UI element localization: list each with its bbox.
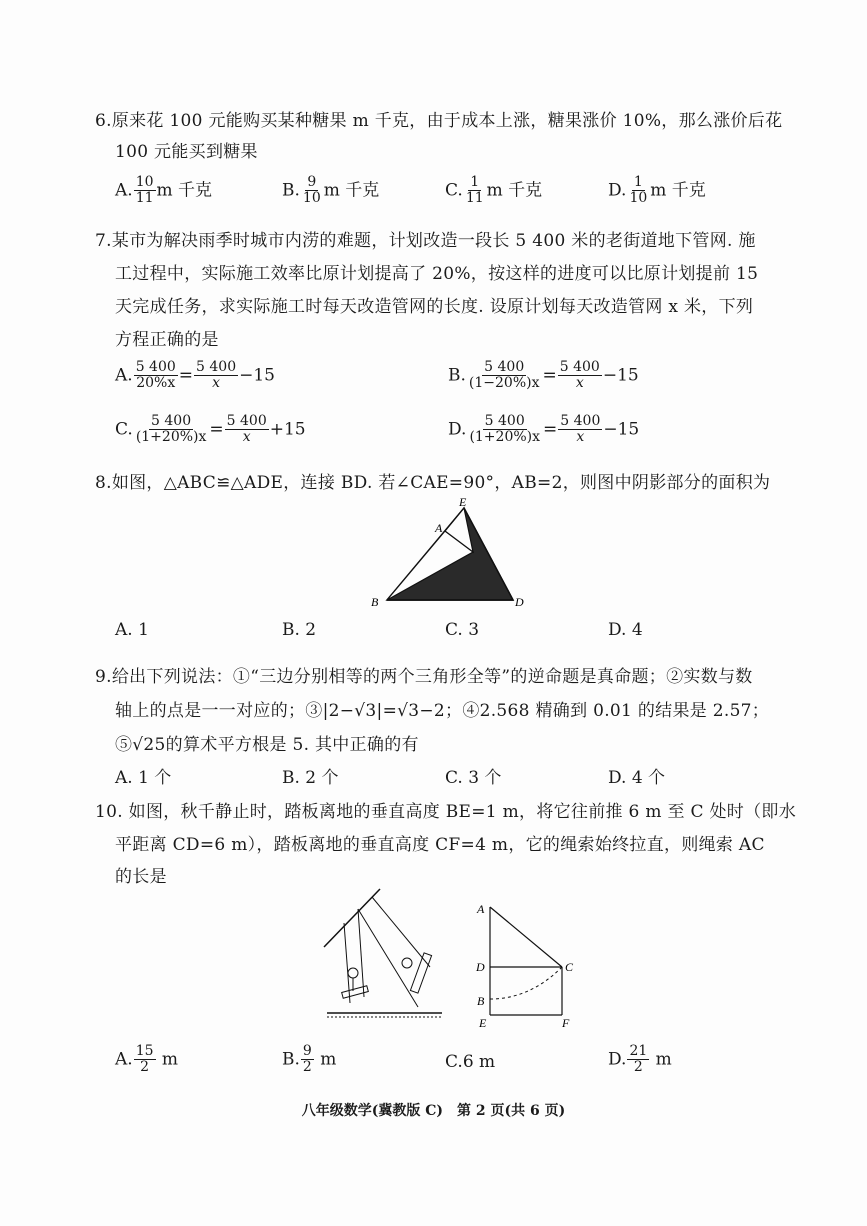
q8-label-e: E <box>459 496 467 509</box>
q8-line1: 8.如图，△ABC≌△ADE，连接 BD. 若∠CAE=90°，AB=2，则图中阴影部分的面积为 <box>95 473 771 493</box>
q8-label-b: B <box>371 595 379 609</box>
q7-option-c: C. $\frac{5 400}{(1+20\%)x}$ = $\frac{5 400}{x}$ +15 <box>115 413 306 446</box>
q10-line1: 10. 如图，秋千静止时，踏板离地的垂直高度 BE=1 m，将它往前推 6 m 至 C 处时（即水 <box>95 802 796 822</box>
q10-label-e: E <box>479 1016 487 1030</box>
q8-option-d: D. 4 <box>608 620 643 640</box>
q7-line4: 方程正确的是 <box>115 330 219 350</box>
q9-line3: ⑤√25的算术平方根是 5. 其中正确的有 <box>115 735 419 755</box>
q10-option-a: A. $\frac{15}{2}$ m <box>115 1043 179 1076</box>
q8-label-d: D <box>515 595 524 609</box>
q6-option-c: C. $\frac{1}{11}$ m 千克 <box>445 174 543 207</box>
q8-option-c: C. 3 <box>445 620 480 640</box>
q10-swing-illustration <box>322 885 447 1025</box>
q8-triangle-figure <box>365 496 535 611</box>
q9-option-d: D. 4 个 <box>608 768 666 788</box>
page-footer: 八年级数学(冀教版 C) 第 2 页(共 6 页) <box>301 1103 566 1119</box>
q7-option-d: D. $\frac{5 400}{(1+20\%)x}$ = $\frac{5 400}{x}$ −15 <box>448 413 640 446</box>
q9-line2: 轴上的点是一一对应的；③|2−√3|=√3−2；④2.568 精确到 0.01 的结果是 2.57； <box>115 701 770 721</box>
q10-geometry-diagram <box>470 895 595 1035</box>
q10-label-c: C <box>565 960 574 974</box>
q7-line2: 工过程中，实际施工效率比原计划提高了 20%，按这样的进度可以比原计划提前 15 <box>115 264 759 284</box>
q6-line1: 6.原来花 100 元能购买某种糖果 m 千克，由于成本上涨，糖果涨价 10%，那么涨价后花 <box>95 111 783 131</box>
q10-line3: 的长是 <box>115 867 167 887</box>
q7-option-b: B. $\frac{5 400}{(1-20\%)x}$ = $\frac{5 400}{x}$ −15 <box>448 359 639 392</box>
q10-label-b: B <box>477 994 485 1008</box>
q10-option-b: B. $\frac{9}{2}$ m <box>282 1043 337 1076</box>
q6-line2: 100 元能买到糖果 <box>115 142 258 162</box>
q6-option-d: D. $\frac{1}{10}$ m 千克 <box>608 174 706 207</box>
q6-option-b: B. $\frac{9}{10}$ m 千克 <box>282 174 380 207</box>
q10-label-d: D <box>476 960 485 974</box>
q6-option-a: A. $\frac{10}{11}$ m 千克 <box>115 174 213 207</box>
q7-line1: 7.某市为解决雨季时城市内涝的难题，计划改造一段长 5 400 米的老街道地下管网. 施 <box>95 231 756 251</box>
q9-option-b: B. 2 个 <box>282 768 339 788</box>
q7-option-a: A. $\frac{5 400}{20\%x}$ = $\frac{5 400}{x}$ −15 <box>115 359 276 392</box>
q8-option-a: A. 1 <box>115 620 149 640</box>
q10-label-a: A <box>477 902 485 916</box>
q7-line3: 天完成任务，求实际施工时每天改造管网的长度. 设原计划每天改造管网 x 米，下列 <box>115 297 754 317</box>
q9-line1: 9.给出下列说法：①“三边分别相等的两个三角形全等”的逆命题是真命题；②实数与数 <box>95 667 753 687</box>
q10-line2: 平距离 CD=6 m），踏板离地的垂直高度 CF=4 m，它的绳索始终拉直，则绳索 AC <box>115 835 765 855</box>
q9-option-c: C. 3 个 <box>445 768 502 788</box>
q10-option-d: D. $\frac{21}{2}$ m <box>608 1043 672 1076</box>
q8-label-a: A <box>435 521 443 535</box>
q9-option-a: A. 1 个 <box>115 768 172 788</box>
q10-option-c: C.6 m <box>445 1052 496 1072</box>
q10-label-f: F <box>562 1016 570 1030</box>
q8-option-b: B. 2 <box>282 620 317 640</box>
